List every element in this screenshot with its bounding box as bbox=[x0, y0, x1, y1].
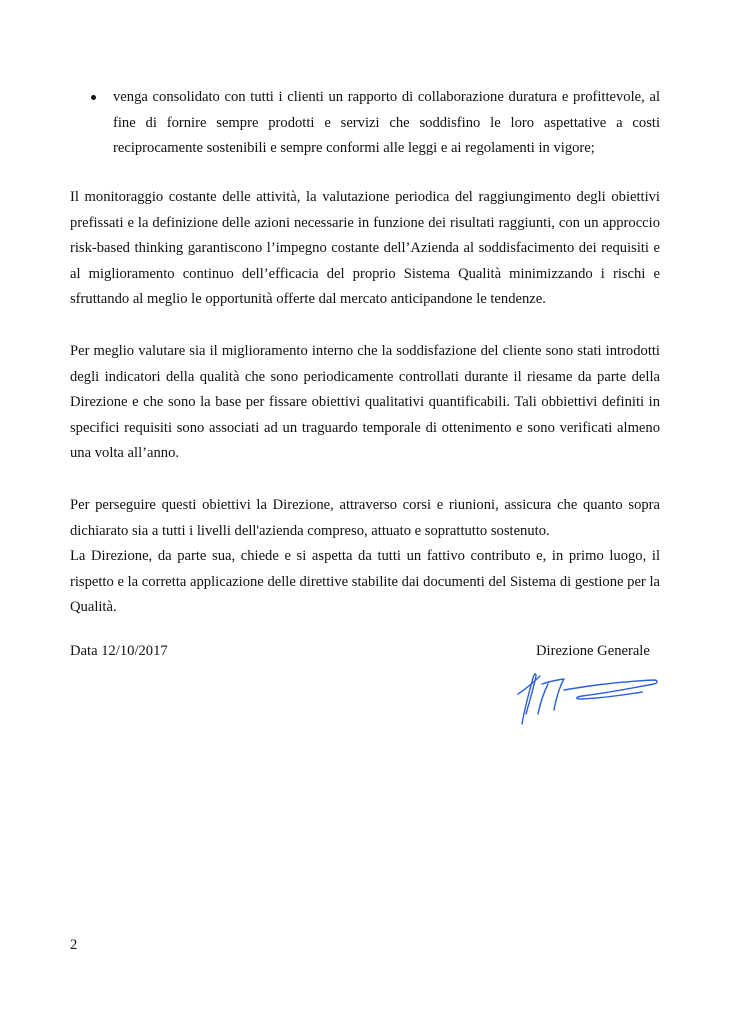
paragraph-text: La Direzione, da parte sua, chiede e si aspetta da tutti un fattivo contributo e, in primo luogo, il rispetto e la corretta applicazione delle direttive stabilite dai documenti del Sistema di gestione per la Qualità. bbox=[70, 548, 660, 616]
handwritten-signature bbox=[512, 668, 662, 728]
page-number: 2 bbox=[70, 937, 78, 953]
paragraph-text: Per meglio valutare sia il miglioramento interno che la soddisfazione del cliente sono stati introdotti degli indicatori della qualità che sono periodicamente controllati durante il riesame da parte della Direzione e che sono la base per fissare obiettivi qualitativi quantificabili. Tali obbiettivi definiti in specifici requisiti sono associati ad un traguardo temporale di ottenimento e sono verificati almeno una volta all’anno. bbox=[70, 343, 660, 462]
paragraph-text: Il monitoraggio costante delle attività, la valutazione periodica del raggiungimento degli obiettivi prefissati e la definizione delle azioni necessarie in funzione dei risultati raggiunti, con un approccio risk-based thinking garantiscono l’impegno costante dell’Azienda al soddisfacimento dei requisiti e al miglioramento continuo dell’efficacia del proprio Sistema Qualità minimizzando i rischi e sfruttando al meglio le opportunità offerte dal mercato anticipandone le tendenze. bbox=[70, 189, 660, 308]
signatory-title: Direzione Generale bbox=[536, 643, 650, 659]
paragraph-monitoring bbox=[70, 185, 660, 313]
bullet-text: venga consolidato con tutti i clienti un rapporto di collaborazione duratura e profittevole, al fine di fornire sempre prodotti e servizi che soddisfino le loro aspettative a costi reciprocamente sostenibili e sempre conformi alle leggi e ai regolamenti in vigore; bbox=[113, 89, 660, 157]
paragraph-text: Per perseguire questi obiettivi la Direzione, attraverso corsi e riunioni, assicura che quanto sopra dichiarato sia a tutti i livelli dell'azienda compreso, attuato e soprattutto sostenuto. bbox=[70, 497, 660, 539]
bullet-item bbox=[113, 85, 660, 162]
document-date: Data 12/10/2017 bbox=[70, 643, 168, 659]
paragraph-indicators bbox=[70, 339, 660, 467]
paragraph-objectives bbox=[70, 493, 660, 621]
bullet-dot-icon bbox=[91, 95, 96, 100]
